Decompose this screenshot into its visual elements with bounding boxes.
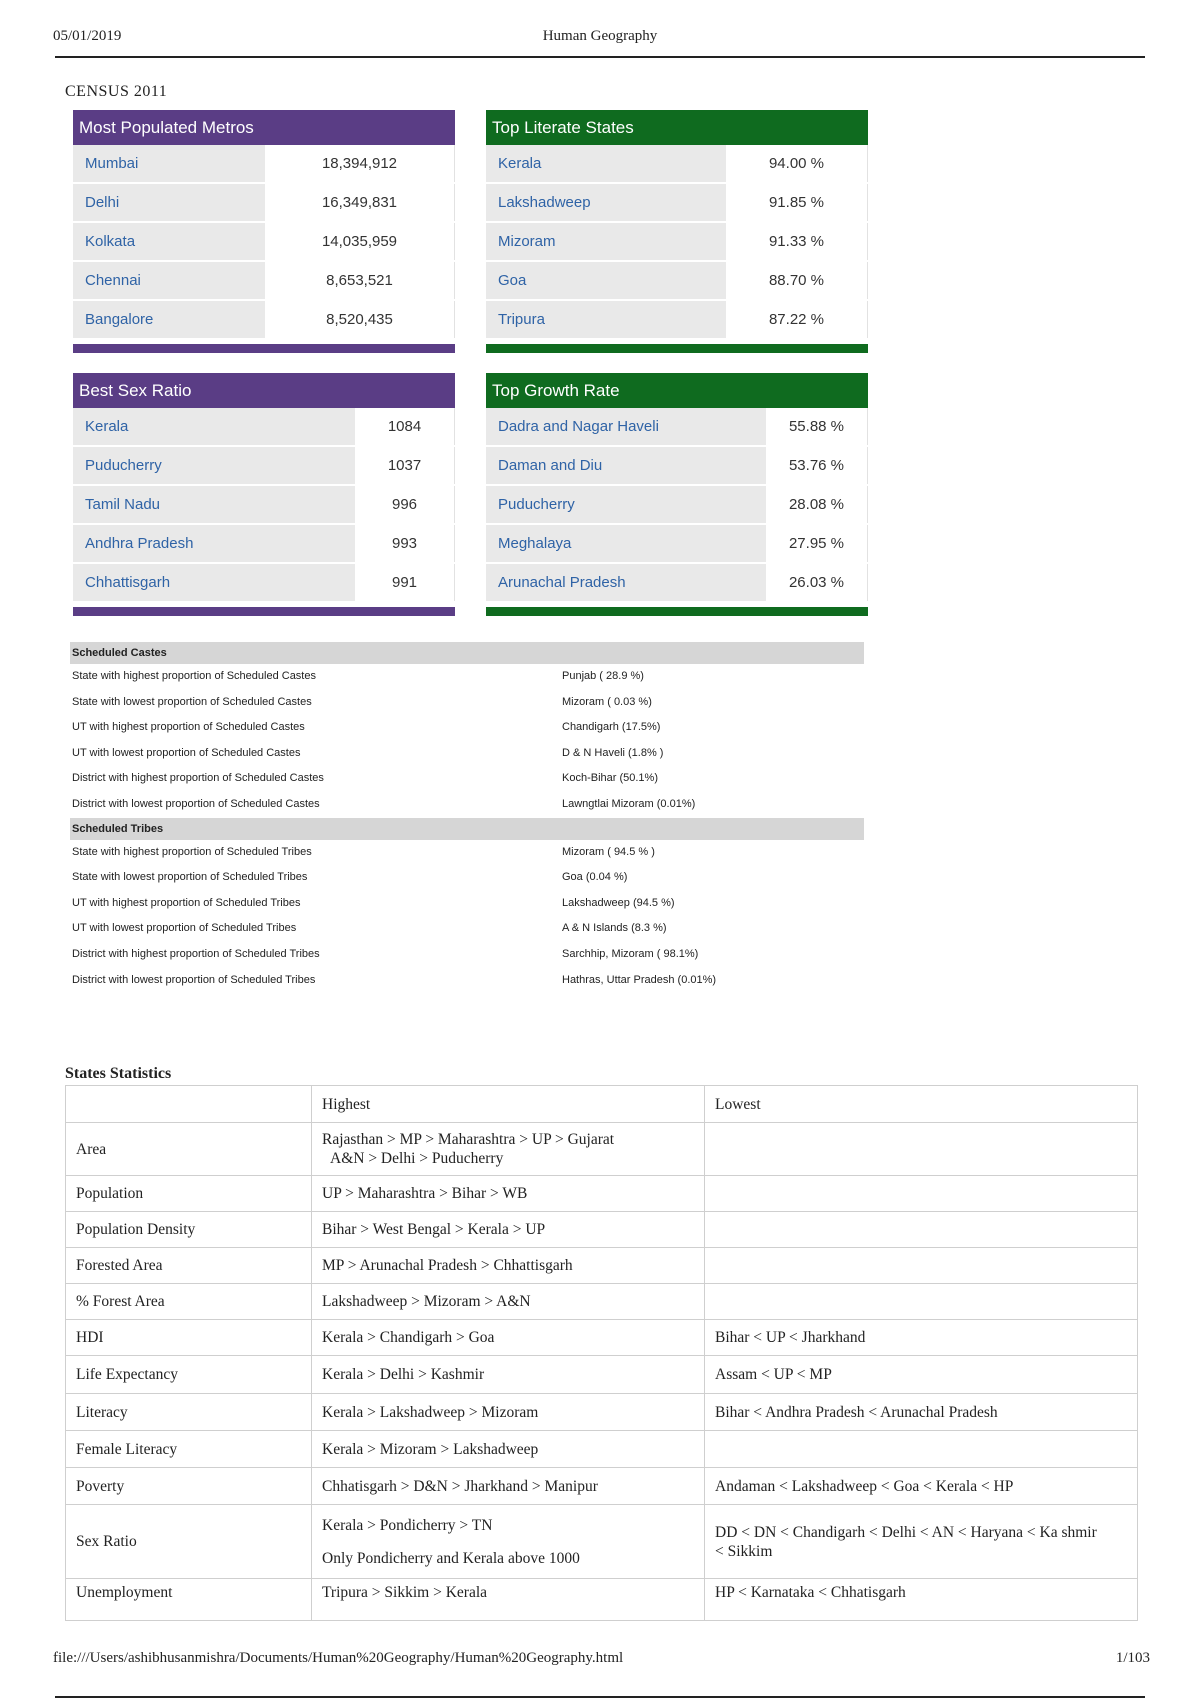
box-title: Most Populated Metros (73, 110, 455, 145)
print-date: 05/01/2019 (53, 28, 122, 44)
highest-cell: UP > Maharashtra > Bihar > WB (312, 1176, 705, 1212)
stat-value: 27.95 % (766, 525, 868, 562)
stat-value: 28.08 % (766, 486, 868, 523)
row-label: UT with highest proportion of Scheduled Castes (72, 721, 305, 734)
row-label: Female Literacy (66, 1431, 312, 1468)
stat-row (73, 447, 455, 486)
stat-value: 87.22 % (726, 301, 868, 338)
row-label: Forested Area (66, 1248, 312, 1284)
row-label: State with lowest proportion of Scheduled Tribes (72, 871, 308, 884)
stat-name[interactable]: Meghalaya (486, 525, 766, 562)
highest-cell (312, 1123, 705, 1176)
highest-line: Only Pondicherry and Kerala above 1000 (322, 1549, 580, 1567)
table-row (70, 968, 864, 994)
row-label: District with lowest proportion of Scheduled Tribes (72, 973, 316, 986)
highest-cell (312, 1505, 705, 1579)
stat-value: 55.88 % (766, 408, 868, 445)
row-value: Mizoram ( 94.5 % ) (562, 845, 655, 858)
table-row (70, 792, 864, 818)
stat-name[interactable]: Dadra and Nagar Haveli (486, 408, 766, 445)
table-row (70, 741, 864, 767)
stat-name[interactable]: Tamil Nadu (73, 486, 355, 523)
lowest-line: DD < DN < Chandigarh < Delhi < AN < Haryana < Ka shmir (715, 1523, 1097, 1541)
highest-cell: Bihar > West Bengal > Kerala > UP (312, 1212, 705, 1248)
row-label: Area (66, 1123, 312, 1176)
table-row (66, 1248, 1138, 1284)
stat-value: 91.85 % (726, 184, 868, 221)
table-row (70, 664, 864, 690)
table-row (66, 1356, 1138, 1394)
footer-divider (55, 1696, 1145, 1698)
scheduled-castes-tribes-table (70, 642, 864, 993)
row-label: Population (66, 1176, 312, 1212)
row-value: Lakshadweep (94.5 %) (562, 896, 675, 909)
lowest-cell (705, 1123, 1138, 1176)
highest-cell: Chhatisgarh > D&N > Jharkhand > Manipur (312, 1468, 705, 1505)
lowest-cell: Bihar < UP < Jharkhand (705, 1320, 1138, 1356)
table-row (70, 690, 864, 716)
stat-row (486, 447, 868, 486)
document-title: Human Geography (542, 28, 658, 44)
stat-value: 14,035,959 (265, 223, 455, 260)
box-footer-bar (73, 344, 455, 353)
table-row (66, 1579, 1138, 1621)
stat-value: 1084 (355, 408, 455, 445)
row-label: Poverty (66, 1468, 312, 1505)
lowest-cell (705, 1284, 1138, 1320)
stat-value: 91.33 % (726, 223, 868, 260)
table-row (70, 891, 864, 917)
header-cell: Lowest (705, 1086, 1138, 1123)
stat-name[interactable]: Lakshadweep (486, 184, 726, 221)
table-row (70, 715, 864, 741)
box-title: Top Growth Rate (486, 373, 868, 408)
stat-row (486, 262, 868, 301)
table-row (66, 1394, 1138, 1431)
table-row (66, 1468, 1138, 1505)
lowest-cell (705, 1505, 1138, 1579)
row-label: Sex Ratio (66, 1505, 312, 1579)
box-title: Best Sex Ratio (73, 373, 455, 408)
lowest-cell (705, 1212, 1138, 1248)
highest-line: Kerala > Pondicherry > TN (322, 1516, 493, 1534)
stat-name[interactable]: Mumbai (73, 145, 265, 182)
table-row (70, 865, 864, 891)
highest-line: A&N > Delhi > Puducherry (330, 1150, 504, 1167)
table-row (70, 942, 864, 968)
lowest-cell (705, 1176, 1138, 1212)
lowest-cell (705, 1248, 1138, 1284)
stat-value: 26.03 % (766, 564, 868, 601)
table-row (66, 1505, 1138, 1579)
lowest-cell (705, 1431, 1138, 1468)
box-footer-bar (486, 607, 868, 616)
stat-value: 1037 (355, 447, 455, 484)
highest-cell: Kerala > Mizoram > Lakshadweep (312, 1431, 705, 1468)
file-path: file:///Users/ashibhusanmishra/Documents/Human%20Geography/Human%20Geography.html (53, 1650, 624, 1666)
row-label: Life Expectancy (66, 1356, 312, 1394)
table-row (66, 1212, 1138, 1248)
lowest-cell: Assam < UP < MP (705, 1356, 1138, 1394)
highest-cell: Kerala > Chandigarh > Goa (312, 1320, 705, 1356)
stat-row (73, 564, 455, 603)
stat-row (486, 145, 868, 184)
stat-name[interactable]: Chennai (73, 262, 265, 299)
row-value: Lawngtlai Mizoram (0.01%) (562, 797, 696, 810)
box-footer-bar (73, 607, 455, 616)
row-value: Koch-Bihar (50.1%) (562, 772, 658, 785)
stat-value: 993 (355, 525, 455, 562)
states-statistics-table (65, 1085, 1138, 1621)
row-value: Punjab ( 28.9 %) (562, 670, 644, 682)
stat-name[interactable]: Mizoram (486, 223, 726, 260)
row-label: HDI (66, 1320, 312, 1356)
row-value: Mizoram ( 0.03 %) (562, 695, 652, 708)
stat-name[interactable]: Kerala (486, 145, 726, 182)
stat-value: 8,653,521 (265, 262, 455, 299)
row-label: Literacy (66, 1394, 312, 1431)
most-populated-metros-box (73, 110, 455, 353)
row-label: Population Density (66, 1212, 312, 1248)
stat-value: 88.70 % (726, 262, 868, 299)
page-number: 1/103 (1115, 1650, 1150, 1666)
stat-name[interactable]: Bangalore (73, 301, 265, 338)
table-row (66, 1176, 1138, 1212)
row-value: Sarchhip, Mizoram ( 98.1%) (562, 947, 699, 960)
states-statistics-caption: States Statistics (65, 1065, 172, 1082)
highest-cell: Tripura > Sikkim > Kerala (312, 1579, 705, 1621)
box-title: Top Literate States (486, 110, 868, 145)
stat-value: 18,394,912 (265, 145, 455, 182)
row-label: State with lowest proportion of Scheduled Castes (72, 695, 312, 708)
stat-row (73, 262, 455, 301)
row-label: % Forest Area (66, 1284, 312, 1320)
stat-name[interactable]: Andhra Pradesh (73, 525, 355, 562)
stat-row (486, 408, 868, 447)
row-value: D & N Haveli (1.8% ) (562, 746, 664, 759)
table-row (70, 766, 864, 792)
row-label: UT with lowest proportion of Scheduled Castes (72, 746, 301, 759)
highest-cell: Kerala > Lakshadweep > Mizoram (312, 1394, 705, 1431)
row-label: State with highest proportion of Scheduled Tribes (72, 845, 312, 858)
stat-row (486, 486, 868, 525)
stat-row (73, 223, 455, 262)
stat-value: 94.00 % (726, 145, 868, 182)
stat-value: 996 (355, 486, 455, 523)
stat-name[interactable]: Daman and Diu (486, 447, 766, 484)
table-row (66, 1431, 1138, 1468)
table-row (70, 916, 864, 942)
scheduled-castes-heading: Scheduled Castes (70, 642, 864, 664)
table-row (66, 1284, 1138, 1320)
row-label: District with highest proportion of Scheduled Tribes (72, 947, 320, 960)
stat-row (73, 525, 455, 564)
stat-name[interactable]: Delhi (73, 184, 265, 221)
table-row (70, 840, 864, 866)
row-value: A & N Islands (8.3 %) (562, 922, 667, 935)
stat-name[interactable]: Arunachal Pradesh (486, 564, 766, 601)
stat-name[interactable]: Kerala (73, 408, 355, 445)
highest-cell: Lakshadweep > Mizoram > A&N (312, 1284, 705, 1320)
table-header-row (66, 1086, 1138, 1123)
highest-line: Rajasthan > MP > Maharashtra > UP > Gujarat (322, 1131, 615, 1148)
stat-row (73, 301, 455, 340)
lowest-cell: HP < Karnataka < Chhatisgarh (705, 1579, 1138, 1621)
stat-name[interactable]: Goa (486, 262, 726, 299)
top-growth-rate-box (486, 373, 868, 616)
stat-value: 8,520,435 (265, 301, 455, 338)
stat-value: 16,349,831 (265, 184, 455, 221)
stat-row (73, 408, 455, 447)
row-value: Hathras, Uttar Pradesh (0.01%) (562, 973, 717, 986)
stat-name[interactable]: Tripura (486, 301, 726, 338)
stat-name[interactable]: Chhattisgarh (73, 564, 355, 601)
row-label: District with lowest proportion of Scheduled Castes (72, 797, 320, 810)
table-row (66, 1123, 1138, 1176)
highest-cell: Kerala > Delhi > Kashmir (312, 1356, 705, 1394)
stat-row (73, 184, 455, 223)
lowest-line: < Sikkim (715, 1542, 773, 1560)
scheduled-tribes-heading: Scheduled Tribes (70, 818, 864, 840)
header-cell: Highest (312, 1086, 705, 1123)
stat-row (486, 301, 868, 340)
stat-row (486, 525, 868, 564)
stat-value: 53.76 % (766, 447, 868, 484)
row-label: District with highest proportion of Scheduled Castes (72, 772, 324, 785)
row-label: UT with lowest proportion of Scheduled Tribes (72, 922, 297, 935)
header-cell (66, 1086, 312, 1123)
stat-name[interactable]: Puducherry (73, 447, 355, 484)
row-label: Unemployment (66, 1579, 312, 1621)
stat-row (73, 486, 455, 525)
stat-row (486, 223, 868, 262)
row-label: UT with highest proportion of Scheduled Tribes (72, 896, 301, 909)
top-literate-states-box (486, 110, 868, 353)
stat-row (486, 564, 868, 603)
stat-row (486, 184, 868, 223)
header-divider (55, 56, 1145, 58)
box-footer-bar (486, 344, 868, 353)
stat-value: 991 (355, 564, 455, 601)
stat-name[interactable]: Kolkata (73, 223, 265, 260)
lowest-cell: Andaman < Lakshadweep < Goa < Kerala < HP (705, 1468, 1138, 1505)
stat-row (73, 145, 455, 184)
row-value: Chandigarh (17.5%) (562, 721, 661, 734)
stat-name[interactable]: Puducherry (486, 486, 766, 523)
census-label: CENSUS 2011 (65, 83, 168, 100)
row-value: Goa (0.04 %) (562, 871, 628, 884)
table-row (66, 1320, 1138, 1356)
lowest-cell: Bihar < Andhra Pradesh < Arunachal Pradesh (705, 1394, 1138, 1431)
row-label: State with highest proportion of Scheduled Castes (72, 670, 316, 682)
highest-cell: MP > Arunachal Pradesh > Chhattisgarh (312, 1248, 705, 1284)
best-sex-ratio-box (73, 373, 455, 616)
